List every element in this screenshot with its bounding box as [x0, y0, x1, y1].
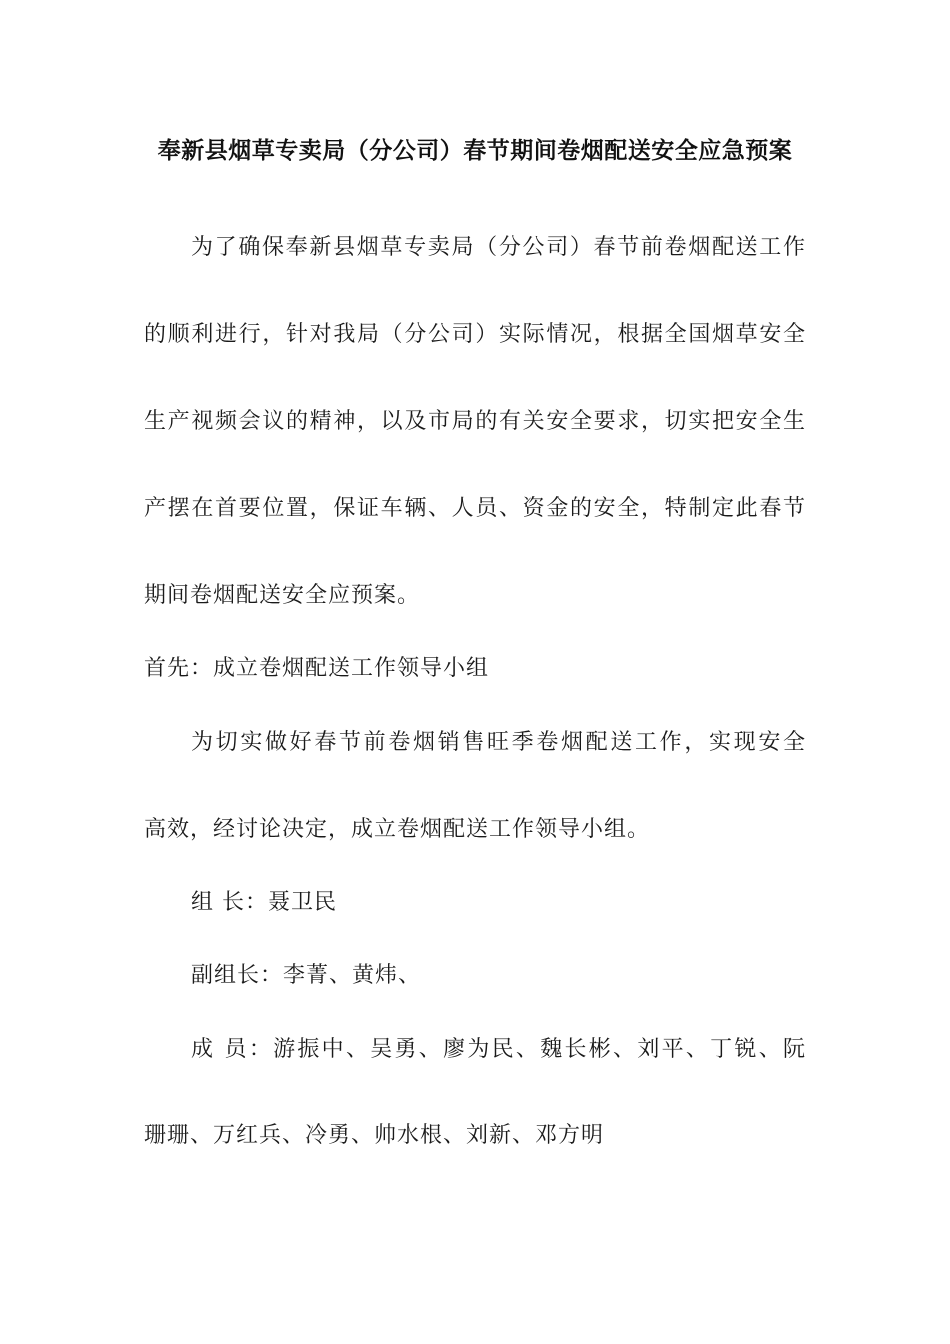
leader-line: 组 长：聂卫民 — [191, 890, 337, 915]
members-line-1: 成 员：游振中、吴勇、廖为民、魏长彬、刘平、丁锐、阮 — [191, 1037, 806, 1062]
section-line-2: 高效，经讨论决定，成立卷烟配送工作领导小组。 — [144, 817, 651, 842]
deputy-leader-line: 副组长：李菁、黄炜、 — [191, 963, 422, 988]
intro-line-4: 产摆在首要位置，保证车辆、人员、资金的安全，特制定此春节 — [144, 496, 806, 521]
intro-line-1: 为了确保奉新县烟草专卖局（分公司）春节前卷烟配送工作 — [191, 235, 806, 260]
intro-line-5: 期间卷烟配送安全应预案。 — [144, 583, 421, 608]
section-heading: 首先：成立卷烟配送工作领导小组 — [144, 656, 490, 681]
document-title: 奉新县烟草专卖局（分公司）春节期间卷烟配送安全应急预案 — [157, 138, 793, 164]
section-line-1: 为切实做好春节前卷烟销售旺季卷烟配送工作，实现安全 — [191, 730, 806, 755]
intro-line-2: 的顺利进行，针对我局（分公司）实际情况，根据全国烟草安全 — [144, 322, 806, 347]
intro-line-3: 生产视频会议的精神，以及市局的有关安全要求，切实把安全生 — [144, 409, 806, 434]
members-line-2: 珊珊、万红兵、冷勇、帅水根、刘新、邓方明 — [144, 1123, 605, 1148]
